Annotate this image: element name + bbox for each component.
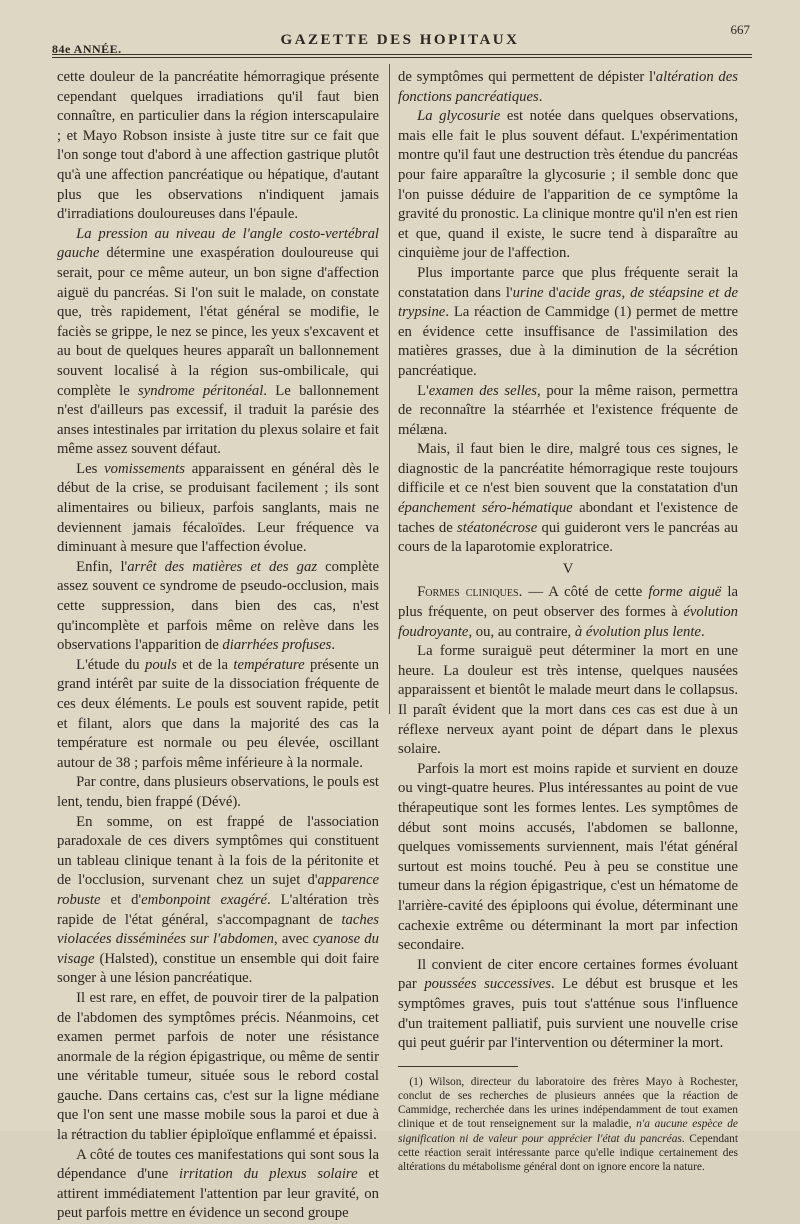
page-number: 667 [730, 22, 750, 37]
paragraph: Formes cliniques. — A côté de cette forme aiguë la plus fréquente, on peut observer des formes à évolution foudroyante, ou, au contraire, à évolution plus lente. [398, 584, 738, 640]
right-column [398, 68, 738, 1174]
footnote: (1) Wilson, directeur du laboratoire des frères Mayo à Rochester, conclut de ses recherches de plusieurs années que la réaction de Cammidge, recherchée dans les urines indépendamment de tout examen clinique et de tout renseignement sur la maladie, n'a aucune espèce de signification ni de valeur pour apprécier l'état du pancréas. Cependant cette réaction serait intéressante parce qu'elle indique certainement des altérations du métabolisme général dont on ignore encore la nature. [398, 1075, 739, 1173]
paragraph: de symptômes qui permettent de dépister l'altération des fonctions pancréatiques. [398, 69, 738, 105]
paragraph: Mais, il faut bien le dire, malgré tous ces signes, le diagnostic de la pancréatite hémorragique reste toujours difficile et ce n'est bien souvent que la constatation d'un épanchement séro-hématique abondant et l'existence de taches de stéatonécrose qui guideront vers le pancréas au cours de la laparotomie exploratrice. [398, 441, 738, 556]
header-rule [52, 54, 752, 55]
paragraph: La forme suraiguë peut déterminer la mort en une heure. La douleur est très intense, quelques nausées apparaissent et bientôt le malade meurt dans le collapsus. Il paraît évident que la mort dans ces cas est due à un réflexe nerveux ayant point de départ dans le plexus solaire. [398, 643, 738, 758]
paragraph: A côté de toutes ces manifestations qui sont sous la dépendance d'une irritation du plexus solaire et attirent immédiatement l'attention par leur gravité, on peut parfois mettre en évidence un second groupe [57, 1146, 379, 1222]
section-heading: Formes cliniques. [417, 584, 523, 601]
paragraph: L'examen des selles, pour la même raison, permettra de reconnaître la stéarrhée et l'existence fréquente de mélæna. [398, 382, 739, 438]
paragraph: En somme, on est frappé de l'association paradoxale de ces divers symptômes qui constituent un tableau clinique tenant à la fois de la péritonite et de l'occlusion, survenant chez un sujet d'apparence robuste et d'embonpoint exagéré. L'altération très rapide de l'état général, s'accompagnant de taches violacées disséminées sur l'abdomen, avec cyanose du visage (Halsted), constitue un ensemble qui doit faire songer à une lésion pancréatique. [57, 813, 379, 987]
paragraph: Il convient de citer encore certaines formes évoluant par poussées successives. Le début est brusque et les symptômes graves, puis tout s'atténue sous l'influence d'un traitement palliatif, puis survient une nouvelle crise qui peut guérir par l'intervention ou déterminer la mort. [398, 956, 738, 1052]
paragraph: Plus importante parce que plus fréquente serait la constatation dans l'urine d'acide gras, de stéapsine et de trypsine. La réaction de Cammidge (1) permet de mettre en évidence cette insuffisance de l'assimilation des matières grasses, due à la diminution de la sécrétion pancréatique. [398, 264, 738, 379]
paragraph: Par contre, dans plusieurs observations, le pouls est lent, tendu, bien frappé (Dévé). [57, 774, 379, 810]
volume-year: 84e ANNÉE. [52, 42, 122, 56]
left-column [57, 68, 379, 1224]
paragraph: Il est rare, en effet, de pouvoir tirer de la palpation de l'abdomen des symptômes précis. Néanmoins, cet examen permet parfois de noter une résistance anormale de la région épigastrique, ou même de sentir une véritable tumeur, située sous le rebord costal gauche. Dans certains cas, c'est sur la ligne médiane que l'on sent une masse mobile sous la paroi et due à la rétraction du tablier épiploïque enflammé et épaissi. [57, 989, 379, 1144]
paragraph: cette douleur de la pancréatite hémorragique présente cependant quelques irradiations qu'il faut bien connaître, en particulier dans la région interscapulaire ; et Mayo Robson insiste à juste titre sur ce fait que l'on songe tout d'abord à une affection gastrique plutôt qu'à une affection pancréatique ou hépatique, d'autant plus que les observations n'indiquent jamais d'irradiations douloureuses dans l'épaule. [57, 69, 379, 223]
header-rule-double [52, 57, 752, 58]
paragraph: Enfin, l'arrêt des matières et des gaz complète assez souvent ce syndrome de pseudo-occlusion, mais cette suppression, dans bien des cas, n'est qu'incomplète et parfois même on relève dans les observations l'apparition de diarrhées profuses. [57, 558, 379, 654]
footnote-rule [398, 1066, 518, 1067]
paragraph: Parfois la mort est moins rapide et survient en douze ou vingt-quatre heures. Plus intéressantes au point de vue thérapeutique sont les formes lentes. Les symptômes de début sont moins accusés, l'abdomen se ballonne, quelques vomissements surviennent, mais l'état général surtout est moins touché. Peu à peu se constitue une tumeur dans la région épigastrique, c'est un hématome de l'arrière-cavité des épiploons qui évolue, déterminant une cachexie extrême ou déterminant la mort par infection secondaire. [398, 760, 738, 954]
column-divider [389, 64, 390, 714]
paragraph: Les vomissements apparaissent en général dès le début de la crise, se produisant facilement ; ils sont alimentaires ou bilieux, parfois sanglants, mais ne deviennent jamais fécaloïdes. Leur fréquence va diminuant à mesure que l'affection évolue. [57, 460, 379, 556]
paragraph: L'étude du pouls et de la température présente un grand intérêt par suite de la dissociation fréquente de ces deux éléments. Le pouls est souvent rapide, petit et filant, alors que dans la majorité des cas la température est normale ou peu élevée, oscillant autour de 38 ; parfois même inférieure à la normale. [57, 656, 379, 771]
paragraph: La pression au niveau de l'angle costo-vertébral gauche détermine une exaspération douloureuse qui serait, pour ce même auteur, un bon signe d'affection aiguë du pancréas. Si l'on suit le malade, on constate que, très rapidement, l'état général se modifie, le faciès se grippe, le nez se pince, les yeux s'excavent et au bout de quelques heures apparaît un ballonnement souvent localisé à la région sus-ombilicale, qui complète le syndrome péritonéal. Le ballonnement n'est d'ailleurs pas excessif, il traduit la parésie des anses intestinales par irritation du plexus solaire et fait même assez souvent défaut. [57, 225, 380, 458]
section-numeral: V [562, 560, 574, 577]
paragraph: La glycosurie est notée dans quelques observations, mais elle fait le plus souvent défaut. L'expérimentation montre qu'il faut une destruction très étendue du pancréas pour faire apparaître la glycosurie ; il semble donc que l'on puisse déduire de l'apparition de ce symptôme la gravité du pronostic. La clinique montre qu'il n'en est rien et que, quand il existe, le sucre tend à disparaître au cinquième jour de l'affection. [398, 108, 738, 262]
journal-title: GAZETTE DES HOPITAUX [280, 32, 520, 48]
